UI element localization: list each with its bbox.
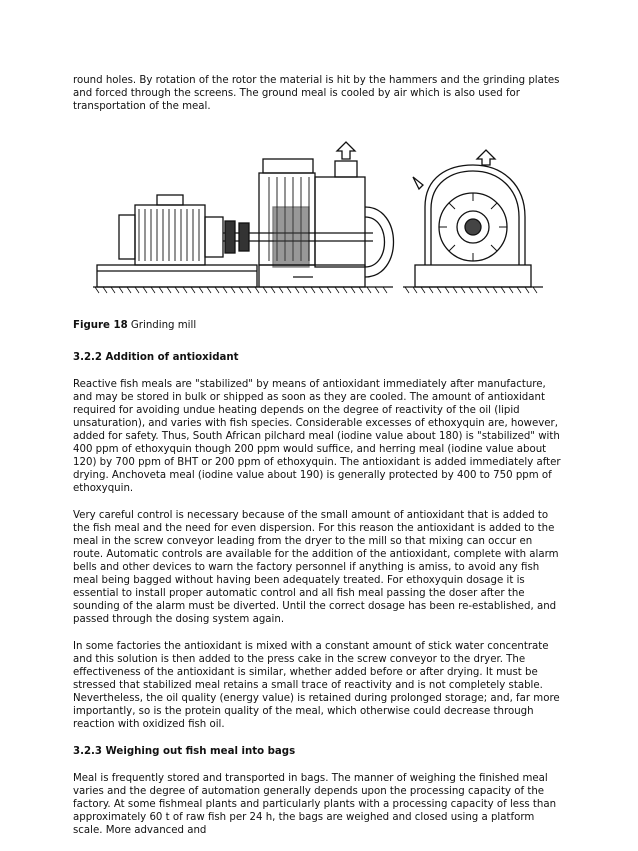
- antioxidant-paragraph-2: Very careful control is necessary because of the small amount of antioxidant that is added to the fish meal and the need for even dispersion. For this reason the antioxidant is added to the meal in the screw conveyor leading from the dryer to the mill so that mixing can occur en route. Automatic controls are available for the addition of the antioxidant, complete with alarm bells and other devices to warn the factory personnel if anything is amiss, to avoid any fish meal being bagged without having been adequately treated. For ethoxyquin dosage it is essential to install proper automatic control and all fish meal passing the doser after the sounding of the alarm must be diverted. Until the correct dosage has been re-established, and passed through the dosing system again.: [73, 510, 559, 625]
- grinding-mill-figure: [73, 137, 565, 297]
- section-heading-antioxidant: 3.2.2 Addition of antioxidant: [73, 352, 239, 363]
- figure-caption: [73, 319, 565, 332]
- antioxidant-paragraph-3: In some factories the antioxidant is mixed with a constant amount of stick water concentrate and this solution is then added to the press cake in the screw conveyor to the dryer. The effectiveness of the antioxidant is similar, whether added before or after drying. It must be stressed that stabilized meal retains a small trace of reactivity and is not completely stable. Nevertheless, the oil quality (energy value) is retained during prolonged storage; and, far more importantly, so is the protein quality of the meal, which otherwise could decrease through reaction with oxidized fish oil.: [73, 641, 560, 730]
- grinding-mill-drawing: [73, 137, 565, 297]
- antioxidant-paragraph-1: Reactive fish meals are "stabilized" by means of antioxidant immediately after manufacture, and may be stored in bulk or shipped as soon as they are cooled. The amount of antioxidant required for avoiding undue heating depends on the degree of reactivity of the oil (lipid unsaturation), and varies with fish species. Considerable excesses of ethoxyquin are, however, added for safety. Thus, South African pilchard meal (iodine value about 180) is "stabilized" with 400 ppm of ethoxyquin though 200 ppm would suffice, and herring meal (iodine value about 120) by 700 ppm of BHT or 200 ppm of ethoxyquin. The antioxidant is added immediately after drying. Anchoveta meal (iodine value about 190) is generally protected by 400 to 750 ppm of ethoxyquin.: [73, 379, 561, 494]
- intro-paragraph: round holes. By rotation of the rotor the material is hit by the hammers and the grinding plates and forced through the screens. The ground meal is cooled by air which is also used for transportation of the meal.: [73, 75, 560, 112]
- figure-caption-text: Grinding mill: [130, 320, 197, 331]
- document-page: [73, 74, 565, 851]
- section-heading-weighing: 3.2.3 Weighing out fish meal into bags: [73, 746, 296, 757]
- figure-label: Figure 18: [73, 320, 128, 331]
- mill-side-view: [93, 142, 394, 293]
- weighing-paragraph-1: Meal is frequently stored and transported in bags. The manner of weighing the finished meal varies and the degree of automation generally depends upon the processing capacity of the factory. At some fishmeal plants and particularly plants with a processing capacity of less than approximately 60 t of raw fish per 24 h, the bags are weighed and closed using a platform scale. More advanced and: [73, 773, 557, 836]
- mill-cross-section: [403, 150, 543, 293]
